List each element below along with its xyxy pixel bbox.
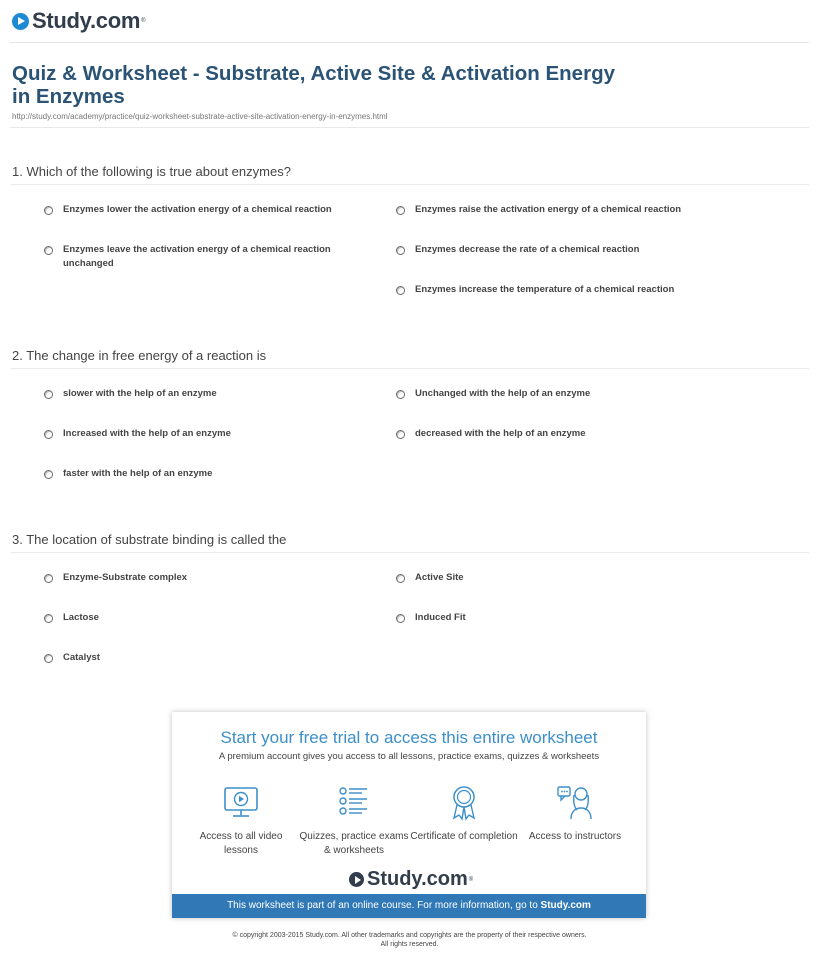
answer-option[interactable] (396, 283, 715, 297)
free-trial-card (172, 712, 646, 918)
feature-label: Access to instructors (528, 831, 622, 842)
radio-button[interactable] (44, 614, 53, 623)
answer-option[interactable] (44, 611, 363, 625)
feature-label: Access to all video lessons (199, 831, 283, 856)
answer-option[interactable] (396, 571, 715, 585)
answer-option[interactable] (396, 203, 715, 217)
copyright-line: © copyright 2003-2015 Study.com. All other trademarks and copyrights are the property of their respective owners. (232, 932, 587, 939)
answer-option[interactable] (44, 427, 363, 441)
page-title: Quiz & Worksheet - Substrate, Active Site & Activation Energy in Enzymes (12, 62, 615, 108)
radio-button[interactable] (44, 654, 53, 663)
answer-option[interactable] (396, 387, 715, 401)
copyright-line: All rights reserved. (380, 941, 439, 948)
promo-title[interactable]: Start your free trial to access this entire worksheet (220, 728, 598, 747)
answer-label: slower with the help of an enzyme (63, 388, 217, 399)
radio-button[interactable] (396, 246, 405, 255)
answer-label: Enzyme-Substrate complex (63, 572, 188, 583)
radio-button[interactable] (396, 286, 405, 295)
play-logo-icon (12, 13, 29, 30)
question-text: 2. The change in free energy of a reaction is (12, 348, 267, 363)
answer-label: Enzymes raise the activation energy of a chemical reaction (415, 204, 682, 215)
copyright (0, 931, 819, 949)
study-link[interactable]: Study.com (540, 900, 591, 911)
answer-option[interactable] (396, 427, 715, 441)
radio-button[interactable] (396, 390, 405, 399)
feature-quizzes (299, 782, 409, 858)
title-divider (10, 127, 809, 128)
feature-label: Quizzes, practice exams & worksheets (299, 831, 409, 856)
answer-label: Enzymes increase the temperature of a chemical reaction (415, 284, 675, 295)
answer-label: Lactose (63, 612, 99, 623)
answer-label: Enzymes decrease the rate of a chemical reaction (415, 244, 640, 255)
page-url: http://study.com/academy/practice/quiz-worksheet-substrate-active-site-activation-energy-in-enzymes.html (12, 112, 388, 121)
promo-footer-banner (172, 894, 646, 918)
answer-label: decreased with the help of an enzyme (415, 428, 586, 439)
feature-certificate (409, 782, 519, 844)
answer-label: Increased with the help of an enzyme (63, 428, 231, 439)
study-logo[interactable]: Study.com ® (12, 8, 145, 34)
header-divider (10, 42, 809, 43)
answer-label: Induced Fit (415, 612, 466, 623)
question-divider (10, 368, 809, 369)
question-divider (10, 184, 809, 185)
answer-option[interactable] (44, 387, 363, 401)
play-logo-icon (349, 872, 364, 887)
answer-label: Catalyst (63, 652, 100, 663)
question-divider (10, 552, 809, 553)
logo-text: Study.com (32, 8, 141, 33)
answer-option[interactable] (44, 651, 363, 665)
answer-option[interactable] (44, 571, 363, 585)
radio-button[interactable] (396, 206, 405, 215)
quiz-list-icon (334, 782, 374, 822)
answer-label: faster with the help of an enzyme (63, 468, 213, 479)
answer-option[interactable] (44, 203, 363, 217)
feature-instructors (520, 782, 630, 844)
logo-text: Study.com (367, 868, 468, 890)
answer-option[interactable] (396, 611, 715, 625)
radio-button[interactable] (396, 430, 405, 439)
feature-label: Certificate of completion (410, 831, 518, 842)
radio-button[interactable] (44, 574, 53, 583)
radio-button[interactable] (44, 206, 53, 215)
radio-button[interactable] (44, 246, 53, 255)
radio-button[interactable] (44, 390, 53, 399)
radio-button[interactable] (44, 470, 53, 479)
answer-option[interactable] (396, 243, 715, 257)
radio-button[interactable] (396, 574, 405, 583)
answer-option[interactable] (44, 467, 363, 481)
radio-button[interactable] (44, 430, 53, 439)
radio-button[interactable] (396, 614, 405, 623)
certificate-icon (444, 782, 484, 822)
answer-label: Enzymes lower the activation energy of a chemical reaction (63, 204, 332, 215)
study-logo[interactable]: Study.com ® (349, 868, 473, 891)
answer-label: Enzymes leave the activation energy of a chemical reaction unchanged (63, 244, 331, 269)
answer-option[interactable] (44, 243, 363, 271)
feature-video-lessons (186, 782, 296, 858)
question-text: 3. The location of substrate binding is called the (12, 532, 287, 547)
promo-subtitle: A premium account gives you access to all lessons, practice exams, quizzes & worksheets (218, 751, 600, 762)
promo-footer-text: This worksheet is part of an online course. For more information, go to (227, 900, 541, 911)
answer-label: Unchanged with the help of an enzyme (415, 388, 591, 399)
instructor-icon (555, 782, 595, 822)
answer-label: Active Site (415, 572, 464, 583)
question-text: 1. Which of the following is true about enzymes? (12, 164, 291, 179)
video-lesson-icon (221, 782, 261, 822)
